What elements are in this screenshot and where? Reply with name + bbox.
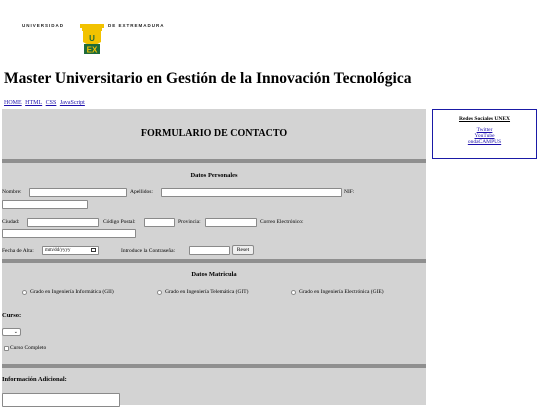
svg-text:U: U xyxy=(89,34,95,43)
reset-button[interactable]: Reset xyxy=(232,245,254,255)
codigo-postal-label: Código Postal: xyxy=(103,219,136,225)
apellidos-input[interactable] xyxy=(161,188,342,197)
calendar-icon[interactable] xyxy=(91,248,96,252)
youtube-link[interactable]: YouTube xyxy=(474,133,495,139)
provincia-input[interactable] xyxy=(205,218,257,227)
curso-label: Curso: xyxy=(2,312,22,319)
logo-left-text: UNIVERSIDAD xyxy=(22,23,65,28)
social-title: Redes Sociales UNEX xyxy=(458,116,511,122)
curso-completo-label: Curso Completo xyxy=(10,345,47,351)
ciudad-input[interactable] xyxy=(27,218,99,227)
provincia-label: Provincia: xyxy=(178,219,201,225)
svg-text:EX: EX xyxy=(86,45,98,54)
nif-label: NIF: xyxy=(344,189,355,195)
social-links-box xyxy=(432,109,537,159)
adicional-label: Información Adicional: xyxy=(2,376,67,383)
curso-select[interactable] xyxy=(2,328,21,336)
top-nav xyxy=(4,100,87,106)
radio-gii[interactable] xyxy=(22,290,27,295)
ondacampus-link[interactable]: ondaCAMPUS xyxy=(467,139,502,145)
apellidos-label: Apellidos: xyxy=(130,189,153,195)
form-heading: FORMULARIO DE CONTACTO xyxy=(140,128,288,139)
contrasena-input[interactable] xyxy=(189,246,230,255)
radio-git-label: Grado en Ingeniería Telemática (GIT) xyxy=(165,289,249,295)
nav-link-javascript[interactable]: JavaScript xyxy=(59,100,85,106)
codigo-postal-input[interactable] xyxy=(144,218,175,227)
contact-form xyxy=(2,109,426,405)
page-title: Master Universitario en Gestión de la Innovación Tecnológica xyxy=(4,70,412,87)
university-logo-icon xyxy=(80,14,104,54)
chevron-down-icon: ⌄ xyxy=(13,329,18,335)
correo-input[interactable] xyxy=(2,229,136,238)
nav-link-html[interactable]: HTML xyxy=(25,100,43,106)
ciudad-label: Ciudad: xyxy=(2,219,20,225)
section-divider xyxy=(2,364,426,368)
radio-gie[interactable] xyxy=(291,290,296,295)
logo-right-text: DE EXTREMADURA xyxy=(108,23,165,28)
fecha-placeholder: mm/dd/yyyy xyxy=(45,248,71,253)
personal-section-title: Datos Personales xyxy=(190,172,238,179)
radio-gii-label: Grado en Ingeniería Informática (GII) xyxy=(30,289,114,295)
nav-link-home[interactable]: HOME xyxy=(4,100,22,106)
radio-gie-label: Grado en Ingeniería Electrónica (GIE) xyxy=(299,289,384,295)
nif-input[interactable] xyxy=(2,200,88,209)
nav-link-css[interactable]: CSS xyxy=(45,100,57,106)
curso-completo-checkbox[interactable] xyxy=(4,346,9,351)
section-divider xyxy=(2,159,426,163)
section-divider xyxy=(2,259,426,263)
matricula-section-title: Datos Matricula xyxy=(191,271,237,278)
twitter-link[interactable]: Twitter xyxy=(476,127,493,133)
radio-git[interactable] xyxy=(157,290,162,295)
contrasena-label: Introduce la Contraseña: xyxy=(121,248,176,254)
correo-label: Correo Electrónico: xyxy=(260,219,304,225)
fecha-alta-label: Fecha de Alta: xyxy=(2,248,34,254)
nombre-input[interactable] xyxy=(29,188,127,197)
fecha-alta-input[interactable] xyxy=(42,246,99,255)
nombre-label: Nombre: xyxy=(2,189,22,195)
